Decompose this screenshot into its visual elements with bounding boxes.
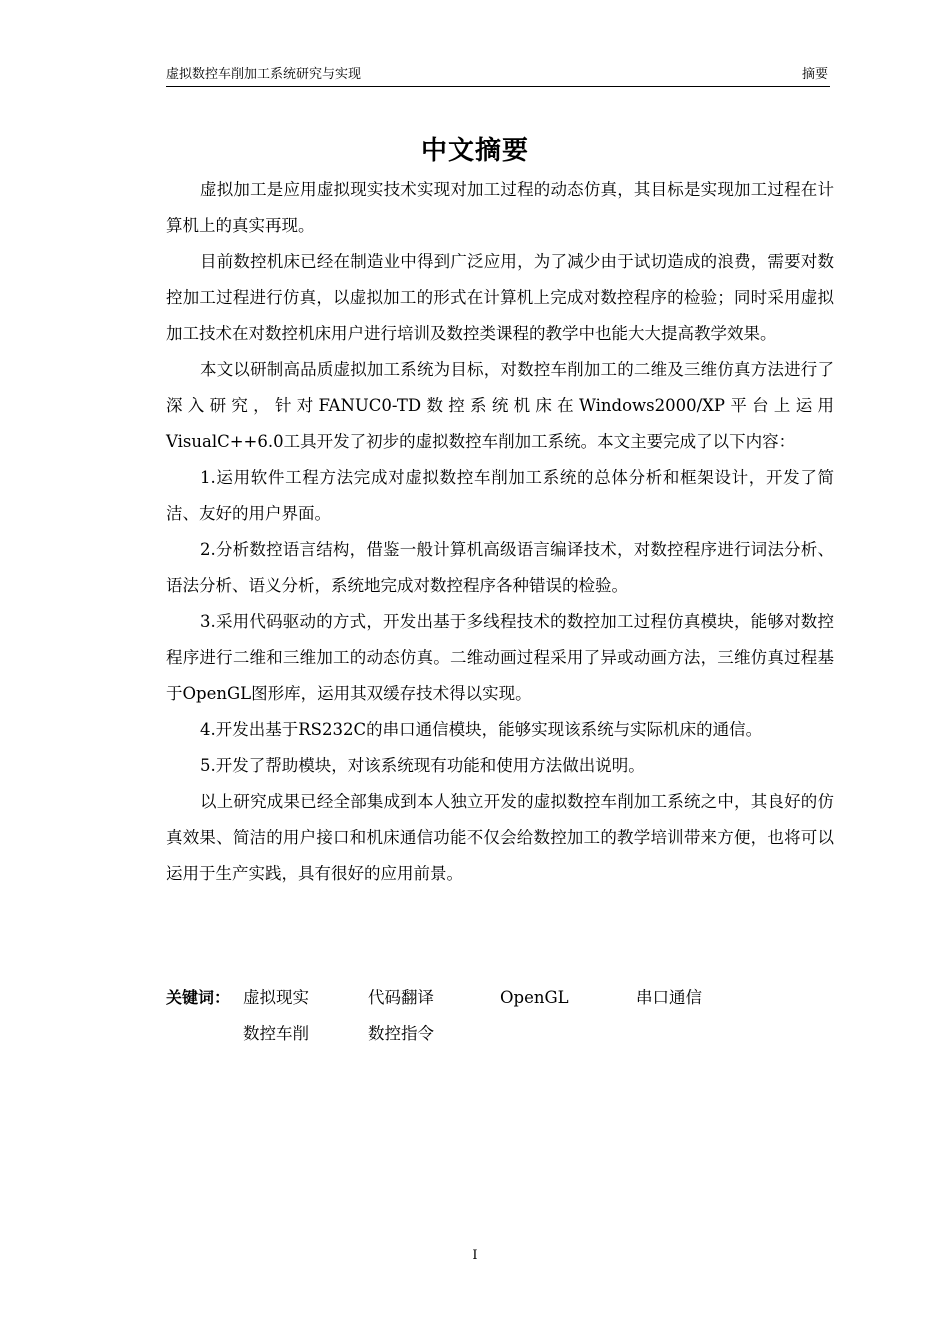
keywords-section xyxy=(166,980,834,1052)
abstract-list-item: 5.开发了帮助模块，对该系统现有功能和使用方法做出说明。 xyxy=(200,756,645,775)
abstract-list-item: 2.分析数控语言结构，借鉴一般计算机高级语言编译技术，对数控程序进行词法分析、语法分析、语义分析，系统地完成对数控程序各种错误的检验。 xyxy=(166,540,834,595)
keyword: 数控指令 xyxy=(368,1024,434,1043)
header-section-name: 摘要 xyxy=(801,67,828,82)
keyword: 串口通信 xyxy=(636,988,702,1007)
page-number: I xyxy=(472,1248,478,1263)
abstract-title: 中文摘要 xyxy=(420,136,529,166)
header-thesis-title: 虚拟数控车削加工系统研究与实现 xyxy=(166,67,362,82)
abstract-paragraph: 本文以研制高品质虚拟加工系统为目标，对数控车削加工的二维及三维仿真方法进行了深入研究，针对FANUC0-TD数控系统机床在Windows2000/XP平台上运用VisualC++6.0工具开发了初步的虚拟数控车削加工系统。本文主要完成了以下内容： xyxy=(166,360,834,451)
keywords-row xyxy=(166,1016,834,1052)
keywords-row xyxy=(166,980,834,1016)
keyword: OpenGL xyxy=(500,988,569,1007)
abstract-list-item: 4.开发出基于RS232C的串口通信模块，能够实现该系统与实际机床的通信。 xyxy=(200,720,763,739)
abstract-paragraph: 虚拟加工是应用虚拟现实技术实现对加工过程的动态仿真，其目标是实现加工过程在计算机上的真实再现。 xyxy=(166,180,834,235)
keywords-label: 关键词： xyxy=(166,988,231,1007)
keyword: 数控车削 xyxy=(243,1024,309,1043)
abstract-paragraph: 目前数控机床已经在制造业中得到广泛应用，为了减少由于试切造成的浪费，需要对数控加工过程进行仿真，以虚拟加工的形式在计算机上完成对数控程序的检验；同时采用虚拟加工技术在对数控机床用户进行培训及数控类课程的教学中也能大大提高教学效果。 xyxy=(166,252,834,343)
abstract-list-item: 1.运用软件工程方法完成对虚拟数控车削加工系统的总体分析和框架设计，开发了简洁、友好的用户界面。 xyxy=(166,468,834,523)
abstract-paragraph: 以上研究成果已经全部集成到本人独立开发的虚拟数控车削加工系统之中，其良好的仿真效果、简洁的用户接口和机床通信功能不仅会给数控加工的教学培训带来方便，也将可以运用于生产实践，具有很好的应用前景。 xyxy=(166,792,834,883)
abstract-body xyxy=(166,172,834,892)
keyword: 虚拟现实 xyxy=(243,988,309,1007)
keyword: 代码翻译 xyxy=(368,988,434,1007)
abstract-list-item: 3.采用代码驱动的方式，开发出基于多线程技术的数控加工过程仿真模块，能够对数控程序进行二维和三维加工的动态仿真。二维动画过程采用了异或动画方法，三维仿真过程基于OpenGL图形库，运用其双缓存技术得以实现。 xyxy=(166,612,834,703)
running-header xyxy=(166,66,830,87)
